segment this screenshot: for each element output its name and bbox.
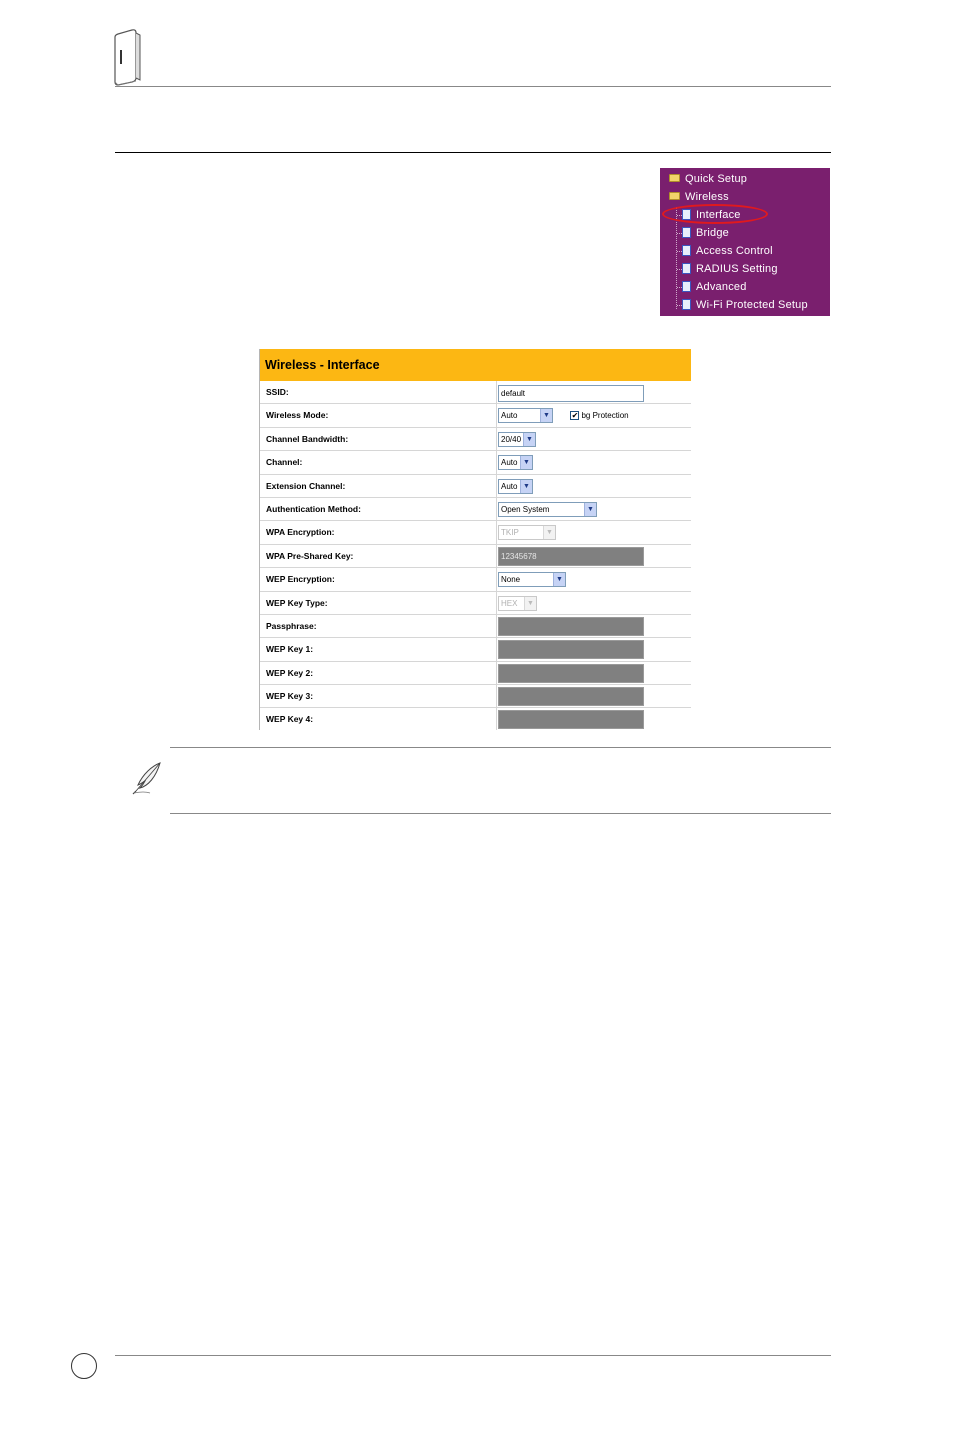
wep-encryption-label: WEP Encryption: [266, 574, 335, 585]
wep-key-1-label: WEP Key 1: [266, 644, 314, 655]
footer-rule [115, 1355, 831, 1356]
chevron-down-icon: ▼ [553, 573, 565, 586]
bg-protection-label: bg Protection [581, 411, 629, 421]
menu-item-wireless[interactable] [669, 189, 729, 205]
note-top-rule [170, 747, 831, 748]
wep-key-4-label: WEP Key 4: [266, 714, 314, 725]
wep-encryption-select[interactable] [498, 572, 566, 587]
wep-key-2-label: WEP Key 2: [266, 667, 314, 678]
wep-key-3-label: WEP Key 3: [266, 691, 314, 702]
chevron-down-icon: ▼ [520, 480, 532, 493]
page-icon [682, 263, 691, 274]
folder-open-icon [669, 192, 680, 200]
form-row-authentication-method [260, 498, 691, 521]
chevron-down-icon: ▼ [543, 526, 555, 539]
form-row-ssid [260, 381, 691, 404]
extension-channel-label: Extension Channel: [266, 480, 346, 491]
menu-item-label: RADIUS Setting [696, 263, 778, 275]
section-rule [115, 152, 831, 153]
header-rule [115, 86, 831, 87]
select-value: TKIP [501, 528, 519, 538]
wep-key-type-select[interactable] [498, 596, 537, 611]
form-row-wep-key-1 [260, 638, 691, 661]
select-value: Open System [501, 504, 550, 514]
channel-bandwidth-label: Channel Bandwidth: [266, 433, 349, 444]
menu-item-label: Bridge [696, 227, 729, 239]
cell-divider [496, 592, 497, 614]
wpa-pre-shared-key-label: WPA Pre-Shared Key: [266, 550, 354, 561]
chevron-down-icon: ▼ [584, 503, 596, 516]
menu-item-label: Access Control [696, 245, 773, 257]
form-row-wep-key-4 [260, 708, 691, 730]
cell-divider [496, 708, 497, 730]
cell-divider [496, 498, 497, 520]
menu-item-access-control[interactable] [682, 243, 773, 259]
cell-divider [496, 475, 497, 497]
note-bottom-rule [170, 813, 831, 814]
page-icon [682, 281, 691, 292]
select-value: Auto [501, 481, 518, 491]
passphrase-input[interactable] [498, 617, 644, 636]
form-row-wpa-pre-shared-key [260, 545, 691, 568]
router-device-icon [112, 28, 144, 86]
ssid-label: SSID: [266, 387, 289, 397]
select-value: Auto [501, 458, 518, 468]
menu-item-label: Quick Setup [685, 173, 748, 185]
feather-pen-note-icon [130, 760, 166, 796]
authentication-method-select[interactable] [498, 502, 597, 517]
wpa-encryption-label: WPA Encryption: [266, 527, 335, 538]
cell-divider [496, 428, 497, 450]
menu-item-quick-setup[interactable] [669, 171, 747, 187]
wep-key-1-input[interactable] [498, 640, 644, 659]
wireless-mode-label: Wireless Mode: [266, 410, 329, 421]
select-value: Auto [501, 411, 518, 421]
passphrase-label: Passphrase: [266, 620, 317, 631]
form-row-wep-key-type [260, 592, 691, 615]
chevron-down-icon: ▼ [524, 597, 536, 610]
wireless-mode-select[interactable] [498, 408, 553, 423]
page-number-circle [71, 1353, 97, 1379]
cell-divider [496, 521, 497, 543]
menu-item-label: Advanced [696, 281, 747, 293]
channel-label: Channel: [266, 457, 303, 468]
form-row-channel [260, 451, 691, 474]
menu-item-wifi-protected-setup[interactable] [682, 297, 808, 313]
form-row-passphrase [260, 615, 691, 638]
page-icon [682, 299, 691, 310]
menu-item-label: Wi-Fi Protected Setup [696, 299, 808, 311]
form-row-wep-key-3 [260, 685, 691, 708]
menu-item-radius-setting[interactable] [682, 261, 778, 277]
channel-select[interactable] [498, 455, 533, 470]
wpa-pre-shared-key-input[interactable]: 12345678 [498, 547, 644, 566]
wpa-encryption-select[interactable] [498, 525, 556, 540]
chevron-down-icon: ▼ [520, 456, 532, 469]
chevron-down-icon: ▼ [540, 409, 552, 422]
cell-divider [496, 381, 497, 403]
extension-channel-select[interactable] [498, 479, 533, 494]
authentication-method-label: Authentication Method: [266, 503, 361, 514]
ssid-input[interactable]: default [498, 385, 644, 402]
form-row-extension-channel [260, 475, 691, 498]
cell-divider [496, 451, 497, 473]
cell-divider [496, 568, 497, 590]
form-row-wep-key-2 [260, 662, 691, 685]
select-value: HEX [501, 598, 518, 608]
cell-divider [496, 685, 497, 707]
wireless-interface-panel [259, 349, 691, 730]
menu-item-label: Interface [696, 209, 741, 221]
channel-bandwidth-select[interactable] [498, 432, 536, 447]
cell-divider [496, 638, 497, 660]
select-value: 20/40 [501, 434, 522, 444]
tree-line [676, 207, 677, 309]
cell-divider [496, 404, 497, 426]
page-icon [682, 245, 691, 256]
folder-icon [669, 174, 680, 182]
chevron-down-icon: ▼ [523, 433, 535, 446]
form-row-wpa-encryption [260, 521, 691, 544]
form-row-wireless-mode [260, 404, 691, 427]
cell-divider [496, 545, 497, 567]
form-row-channel-bandwidth [260, 428, 691, 451]
select-value: None [501, 575, 521, 585]
menu-item-advanced[interactable] [682, 279, 747, 295]
menu-item-label: Wireless [685, 191, 729, 203]
cell-divider [496, 615, 497, 637]
wep-key-4-input[interactable] [498, 710, 644, 729]
wep-key-2-input[interactable] [498, 664, 644, 683]
wep-key-3-input[interactable] [498, 687, 644, 706]
panel-title: Wireless - Interface [260, 349, 691, 381]
wep-key-type-label: WEP Key Type: [266, 597, 328, 608]
cell-divider [496, 662, 497, 684]
menu-item-bridge[interactable] [682, 225, 729, 241]
bg-protection-option[interactable] [570, 408, 628, 423]
form-row-wep-encryption [260, 568, 691, 591]
bg-protection-checkbox[interactable]: ✔ [571, 410, 579, 420]
page-icon [682, 227, 691, 238]
highlight-circle [662, 204, 768, 224]
